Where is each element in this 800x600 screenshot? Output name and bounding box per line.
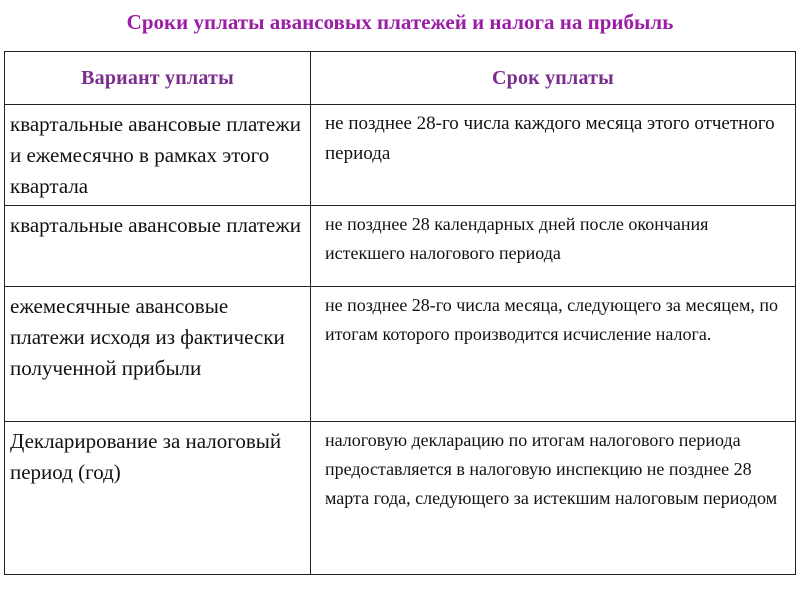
table-header-row — [5, 52, 796, 105]
option-cell — [5, 287, 311, 422]
option-cell — [5, 206, 311, 287]
deadline-text: не позднее 28-го числа месяца, следующего за месяцем, по итогам которого производится исчисление налога. — [325, 295, 779, 344]
header-payment-option: Вариант уплаты — [5, 52, 311, 105]
deadline-cell — [311, 105, 796, 206]
option-text: квартальные авансовые платежи и ежемесячно в рамках этого квартала — [10, 112, 301, 198]
option-cell — [5, 422, 311, 575]
deadline-text: налоговую декларацию по итогам налогового периода предоставляется в налоговую инспекцию не позднее 28 марта года, следующего за истекшим налоговым периодом — [325, 430, 778, 508]
payment-deadlines-table — [4, 51, 796, 575]
option-text: квартальные авансовые платежи — [10, 213, 301, 237]
table-row — [5, 105, 796, 206]
option-cell — [5, 105, 311, 206]
deadline-text: не позднее 28-го числа каждого месяца этого отчетного периода — [325, 113, 775, 164]
deadline-cell — [311, 206, 796, 287]
deadline-text: не позднее 28 календарных дней после окончания истекшего налогового периода — [325, 214, 709, 263]
header-payment-deadline: Срок уплаты — [311, 52, 796, 105]
slide-title: Сроки уплаты авансовых платежей и налога на прибыль — [126, 10, 674, 34]
table-row — [5, 287, 796, 422]
table-row — [5, 422, 796, 575]
deadline-cell — [311, 422, 796, 575]
deadline-cell — [311, 287, 796, 422]
option-text: Декларирование за налоговый период (год) — [10, 429, 282, 484]
option-text: ежемесячные авансовые платежи исходя из фактически полученной прибыли — [10, 294, 285, 380]
table-row — [5, 206, 796, 287]
